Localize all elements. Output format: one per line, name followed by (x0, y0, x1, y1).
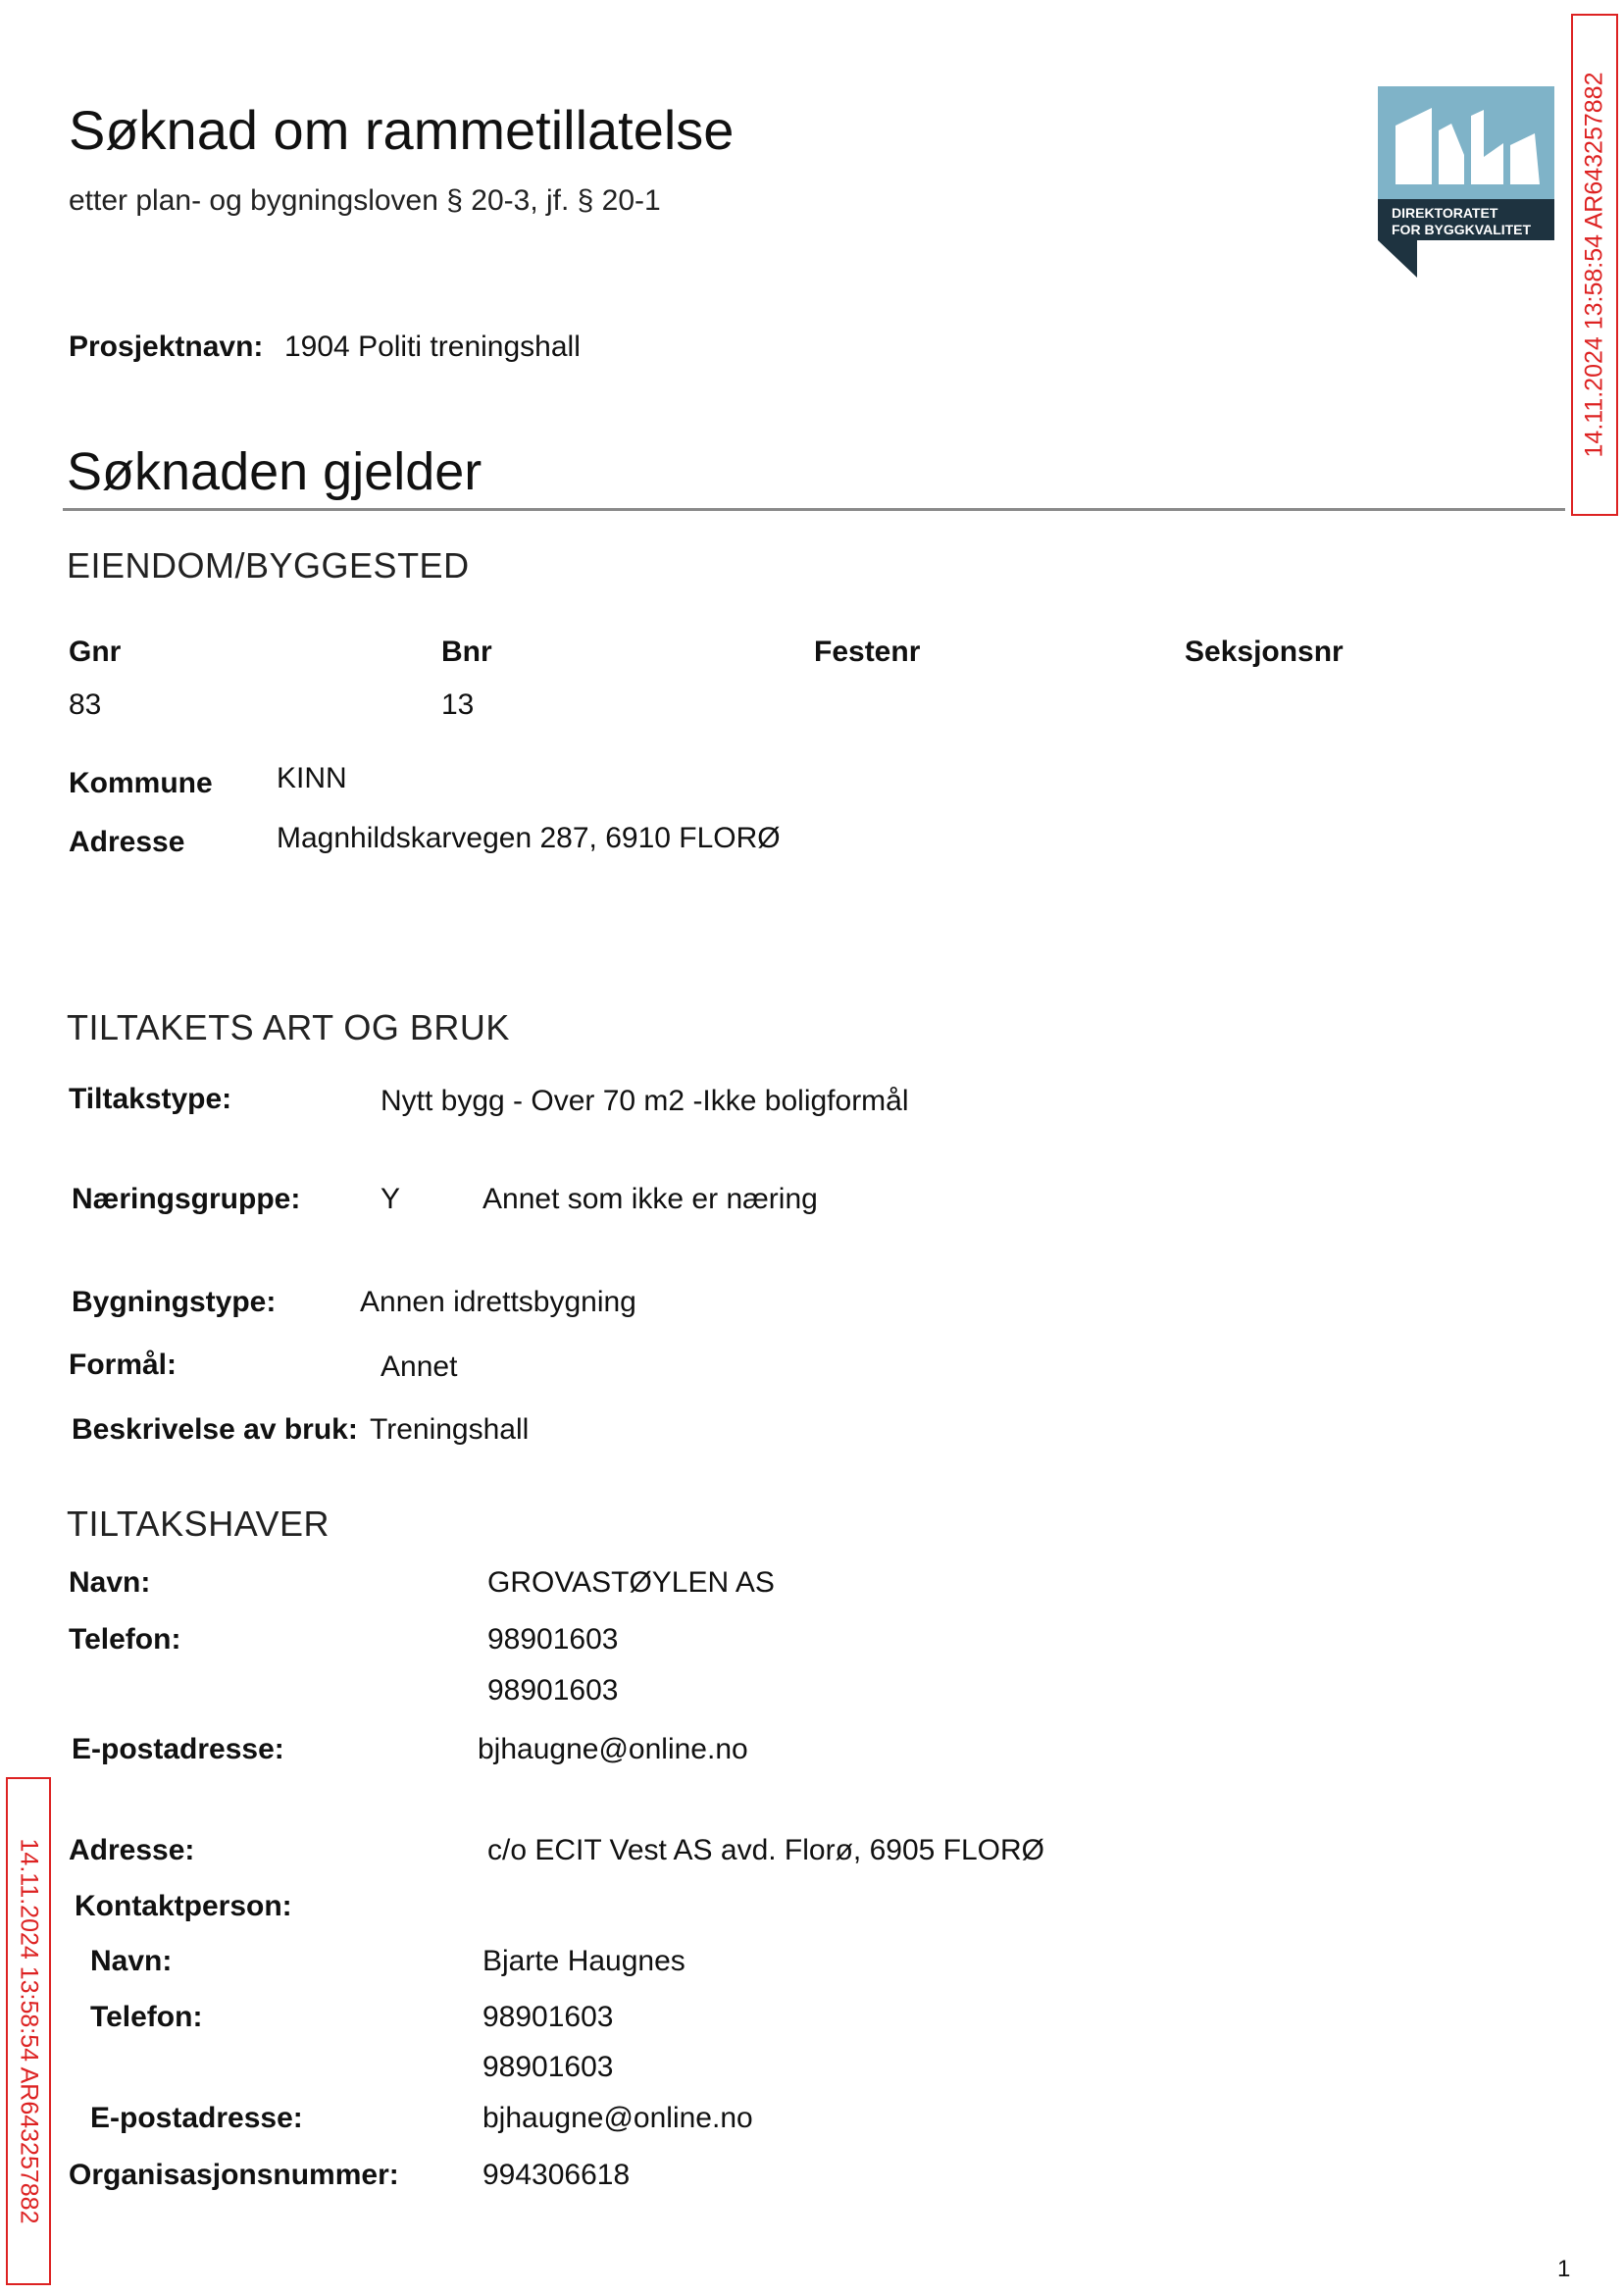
gnr-value: 83 (69, 688, 102, 721)
project-value: 1904 Politi treningshall (284, 331, 581, 363)
page-number: 1 (1557, 2256, 1571, 2282)
kontakt-epost-label: E-postadresse: (90, 2102, 303, 2134)
bruk-label: Beskrivelse av bruk: (72, 1413, 358, 1446)
page-title: Søknad om rammetillatelse (69, 99, 735, 161)
kontakt-navn-value: Bjarte Haugnes (482, 1945, 685, 1977)
adresse-value: Magnhildskarvegen 287, 6910 FLORØ (277, 822, 781, 854)
eiendom-heading: EIENDOM/BYGGESTED (67, 545, 470, 586)
bygningstype-value: Annen idrettsbygning (360, 1286, 636, 1318)
seksjonsnr-label: Seksjonsnr (1185, 636, 1344, 668)
bygningstype-label: Bygningstype: (72, 1286, 277, 1318)
navn-label: Navn: (69, 1566, 151, 1599)
gnr-label: Gnr (69, 636, 122, 668)
formal-value: Annet (381, 1351, 458, 1383)
tiltakshaver-adresse-value: c/o ECIT Vest AS avd. Florø, 6905 FLORØ (487, 1834, 1045, 1866)
epost-label: E-postadresse: (72, 1733, 284, 1765)
logo-text-2: FOR BYGGKVALITET (1392, 222, 1532, 237)
kontakt-telefon-label: Telefon: (90, 2001, 203, 2033)
kontakt-epost-value: bjhaugne@online.no (482, 2102, 753, 2134)
telefon-value-2: 98901603 (487, 1674, 619, 1707)
bnr-label: Bnr (441, 636, 492, 668)
bruk-value: Treningshall (370, 1413, 530, 1446)
kontakt-telefon-value-2: 98901603 (482, 2051, 614, 2083)
kommune-label: Kommune (69, 767, 213, 799)
section-title: Søknaden gjelder (67, 442, 482, 501)
section-divider (63, 508, 1565, 511)
orgnr-value: 994306618 (482, 2159, 631, 2191)
kontakt-telefon-value-1: 98901603 (482, 2001, 614, 2033)
naeringsgruppe-label: Næringsgruppe: (72, 1183, 301, 1215)
epost-value: bjhaugne@online.no (478, 1733, 748, 1765)
telefon-label: Telefon: (69, 1623, 181, 1656)
tiltakstype-label: Tiltakstype: (69, 1083, 232, 1115)
stamp-text: 14.11.2024 13:58:54 AR643257882 (15, 1838, 43, 2224)
dibk-logo (1378, 86, 1554, 278)
tiltakshaver-heading: TILTAKSHAVER (67, 1504, 330, 1544)
logo-text-1: DIREKTORATET (1392, 205, 1498, 221)
page-subtitle: etter plan- og bygningsloven § 20-3, jf. § 20-1 (69, 184, 661, 217)
navn-value: GROVASTØYLEN AS (487, 1566, 775, 1599)
adresse-label: Adresse (69, 826, 185, 858)
dibk-logo-icon (1378, 86, 1554, 278)
kontaktperson-label: Kontaktperson: (75, 1890, 292, 1922)
tiltakstype-value: Nytt bygg - Over 70 m2 -Ikke boligformål (381, 1085, 909, 1117)
orgnr-label: Organisasjonsnummer: (69, 2159, 399, 2191)
naeringsgruppe-value: Annet som ikke er næring (482, 1183, 818, 1215)
bnr-value: 13 (441, 688, 475, 721)
naeringsgruppe-code: Y (381, 1183, 401, 1215)
timestamp-stamp-bottom (6, 1777, 51, 2285)
tiltakshaver-adresse-label: Adresse: (69, 1834, 195, 1866)
festenr-label: Festenr (814, 636, 921, 668)
telefon-value-1: 98901603 (487, 1623, 619, 1656)
stamp-text: 14.11.2024 13:58:54 AR643257882 (1580, 72, 1608, 458)
kontakt-navn-label: Navn: (90, 1945, 173, 1977)
timestamp-stamp-top (1571, 14, 1618, 516)
formal-label: Formål: (69, 1349, 178, 1381)
tiltak-heading: TILTAKETS ART OG BRUK (67, 1007, 510, 1047)
kommune-value: KINN (277, 762, 347, 794)
project-label: Prosjektnavn: (69, 331, 264, 363)
